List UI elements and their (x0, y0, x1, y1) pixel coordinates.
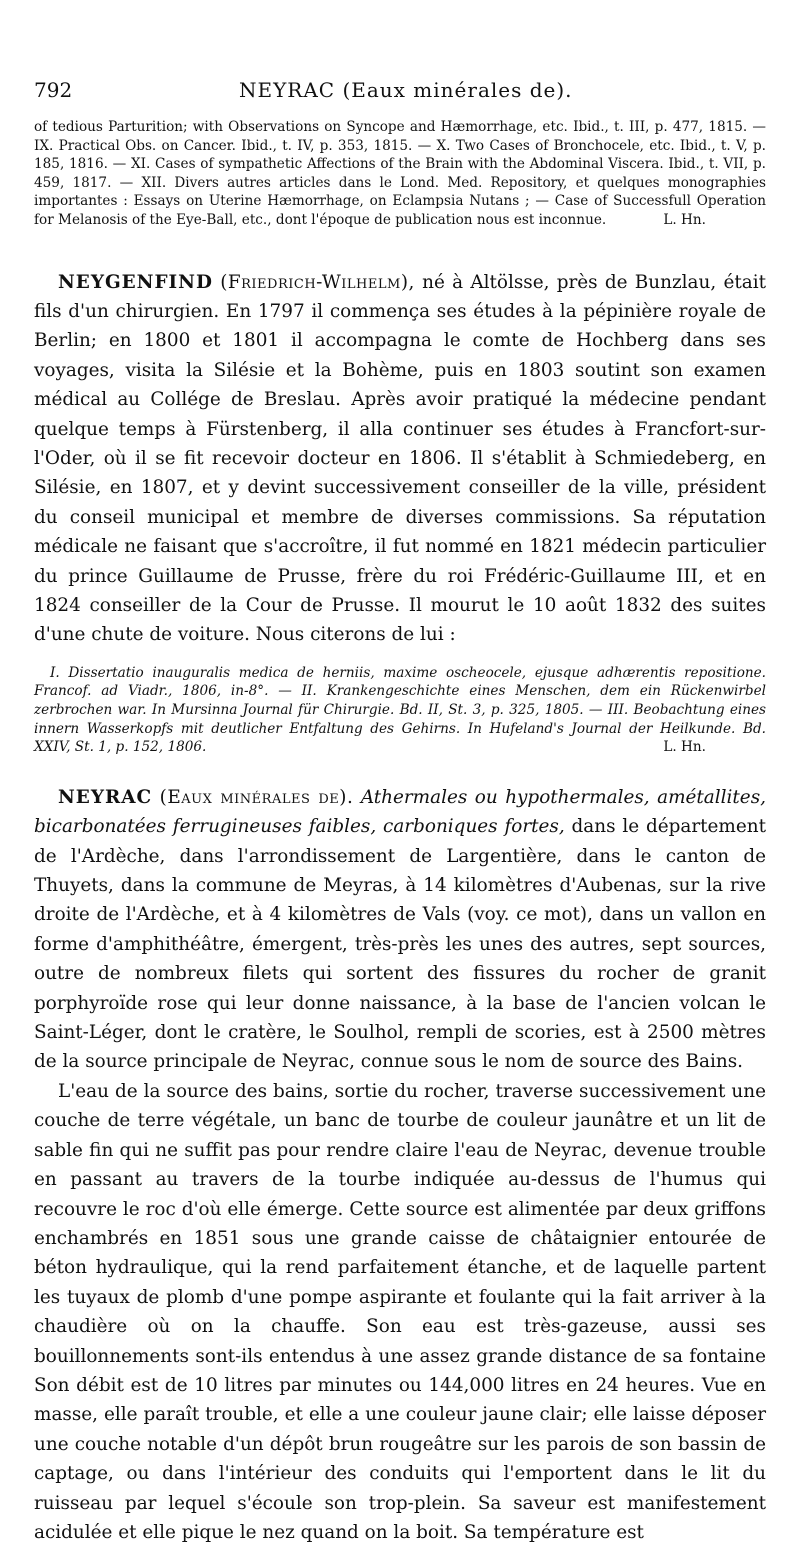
paragraph-1: dans le département de l'Ardèche, dans l'arrondissement de Largentière, dans le canton de Thuyets, dans la commune de Meyras, à 14 kilomètres d'Aubenas, sur la rive droite de l'Ardèche, et à 4 kilomètres de Vals (voy. ce mot), dans un vallon en forme d'amphithéâtre, émergent, très-près les unes des autres, sept sources, outre de nombreux filets qui sortent des fissures du rocher de granit porphyroïde rose qui leur donne naissance, à la base de l'ancien volcan le Saint-Léger, dont le cratère, le Soulhol, rempli de scories, est à 2500 mètres de la source principale de Neyrac, connue sous le nom de source des Bains. (34, 816, 766, 1073)
subheading: (Eaux minérales de). (159, 786, 354, 808)
headword: NEYGENFIND (58, 271, 213, 293)
entry-neygenfind (34, 268, 766, 650)
previous-entry-text: of tedious Parturition; with Observations on Syncope and Hæmorrhage, etc. Ibid., t. III, p. 477, 1815. — IX. Practical Obs. on Cancer. Ibid., t. IV, p. 353, 1815. — X. Two Cases of Bronchocele, etc. Ibid., t. V, p. 185, 1816. — XI. Cases of sympathetic Affections of the Brain with the Abdominal Viscera. Ibid., t. VII, p. 459, 1817. — XII. Divers autres articles dans le Lond. Med. Repository, et quelques monographies importantes : Essays on Uterine Hæmorrhage, on Eclampsia Nutans ; — Case of Successfull Operation for Melanosis of the Eye-Ball, etc., dont l'époque de publication nous est inconnue. (34, 119, 766, 228)
classification: Athermales ou hypothermales, amétallites, bicarbonatées ferrugineuses faibles, carboniques fortes, (34, 786, 766, 838)
given-names: (Friedrich-Wilhelm), (220, 271, 415, 293)
signature: L. Hn. (663, 211, 706, 228)
biography-text: né à Altölsse, près de Bunzlau, était fils d'un chirurgien. En 1797 il commença ses études à la pépinière royale de Berlin; en 1800 et 1801 il accompagna le comte de Hochberg dans ses voyages, visita la Silésie et la Bohème, puis en 1803 soutint son examen médical au Collége de Breslau. Après avoir pratiqué la médecine pendant quelque temps à Fürstenberg, il alla continuer ses études à Francfort-sur-l'Oder, où il se fit recevoir docteur en 1806. Il s'établit à Schmiedeberg, en Silésie, en 1807, et y devint successivement conseiller de la ville, président du conseil municipal et membre de diverses commissions. Sa réputation médicale ne faisant que s'accroître, il fut nommé en 1821 médecin particulier du prince Guillaume de Prusse, frère du roi Frédéric-Guillaume III, et en 1824 conseiller de la Cour de Prusse. Il mourut le 10 août 1832 des suites d'une chute de voiture. Nous citerons de lui : (34, 271, 766, 646)
previous-entry-end (34, 118, 766, 230)
entry-neyrac (34, 783, 766, 1077)
running-head (34, 78, 766, 118)
bibliography (34, 664, 766, 757)
page-number: 792 (34, 78, 73, 102)
running-title: NEYRAC (Eaux minérales de). (239, 78, 573, 102)
paragraph-2: L'eau de la source des bains, sortie du rocher, traverse successivement une couche de terre végétale, un banc de tourbe de couleur jaunâtre et un lit de sable fin qui ne suffit pas pour rendre claire l'eau de Neyrac, devenue trouble en passant au travers de la tourbe indiquée au-dessus de l'humus qui recouvre le roc d'où elle émerge. Cette source est alimentée par deux griffons enchambrés en 1851 sous une grande caisse de châtaignier entourée de béton hydraulique, qui la rend parfaitement étanche, et de laquelle partent les tuyaux de plomb d'une pompe aspirante et foulante qui la fait arriver à la chaudière où on la chauffe. Son eau est très-gazeuse, aussi ses bouillonnements sont-ils entendus à une assez grande distance de sa fontaine Son débit est de 10 litres par minutes ou 144,000 litres en 24 heures. Vue en masse, elle paraît trouble, et elle a une couleur jaune clair; elle laisse déposer une couche notable d'un dépôt brun rougeâtre sur les parois de son bassin de captage, ou dans l'intérieur des conduits qui l'emportent dans le lit du ruisseau par lequel s'écoule son trop-plein. Sa saveur est manifestement acidulée et elle pique le nez quand on la boit. Sa température est (34, 1080, 766, 1543)
headword: NEYRAC (58, 786, 153, 808)
bibliography-text: I. Dissertatio inauguralis medica de herniis, maxime oscheocele, ejusque adhærentis repositione. Francof. ad Viadr., 1806, in-8°. — II. Krankengeschichte eines Menschen, dem ein Rückenwirbel zerbrochen war. In Mursinna Journal für Chirurgie. Bd. II, St. 3, p. 325, 1805. — III. Beobachtung eines innern Wasserkopfs mit deutlicher Entfaltung des Gehirns. In Hufeland's Journal der Heilkunde. Bd. XXIV, St. 1, p. 152, 1806. (34, 664, 766, 756)
signature: L. Hn. (663, 739, 706, 756)
